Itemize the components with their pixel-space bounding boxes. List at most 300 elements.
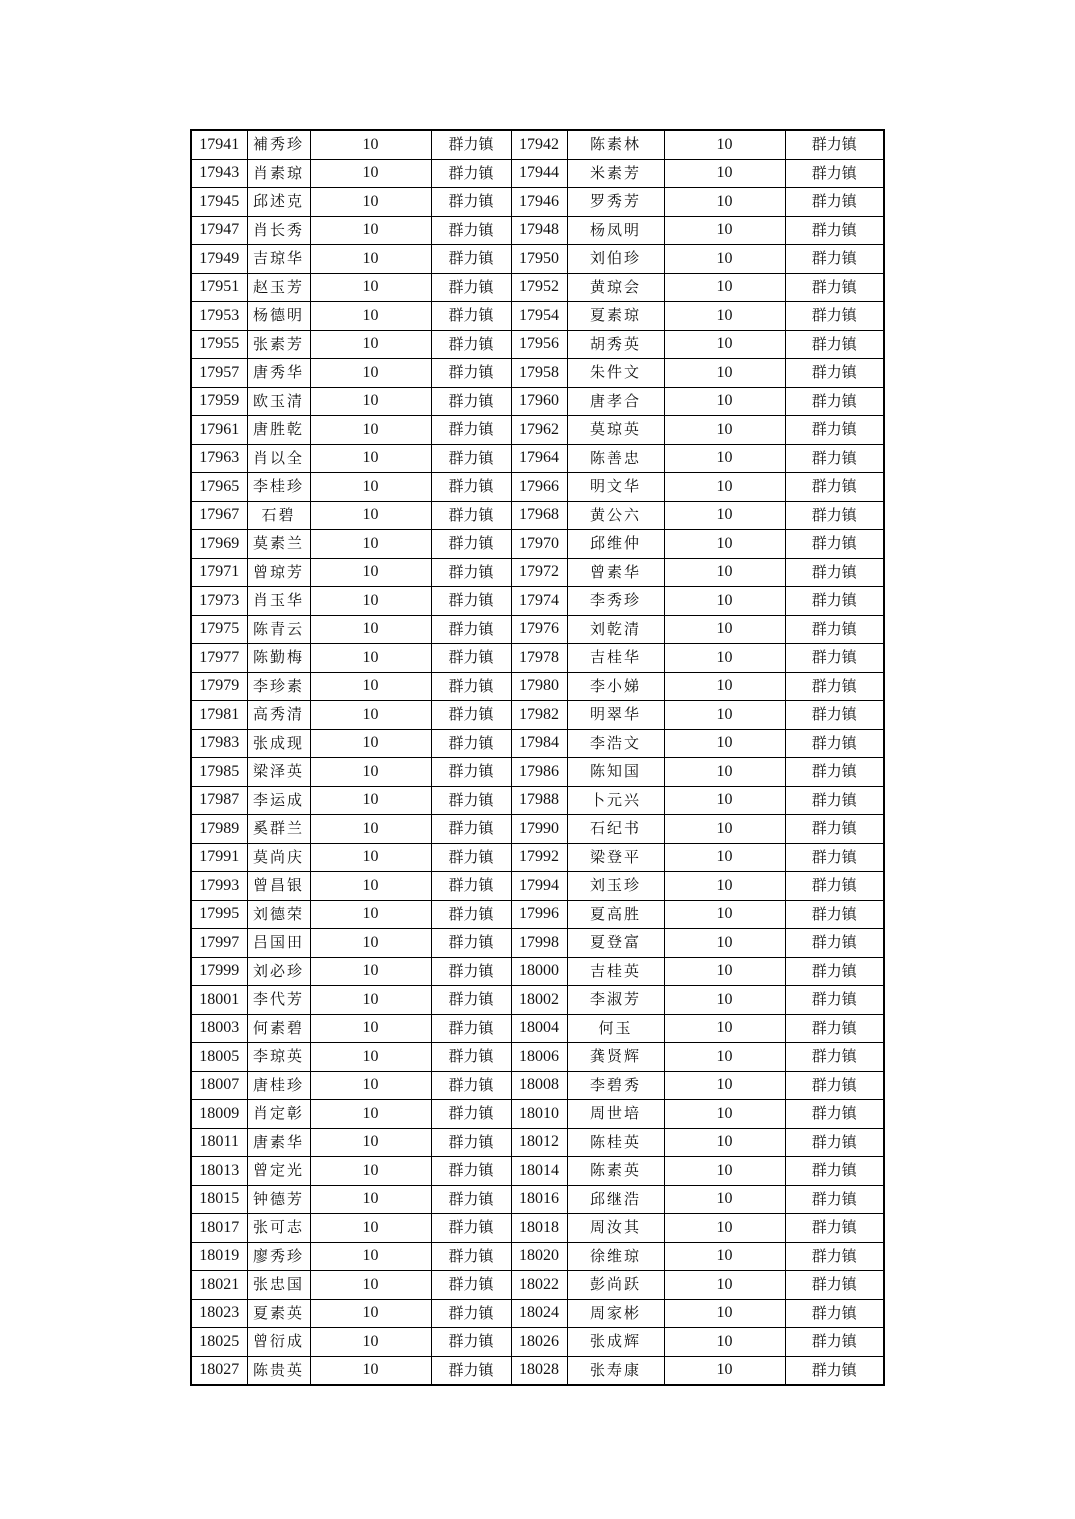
record-id-cell: 17970: [511, 530, 567, 559]
record-id-cell: 17981: [191, 701, 247, 730]
town-name-cell: 群力镇: [785, 1328, 884, 1357]
amount-cell: 10: [310, 273, 431, 302]
town-name-cell: 群力镇: [785, 1128, 884, 1157]
town-name-cell: 群力镇: [785, 444, 884, 473]
record-id-cell: 17990: [511, 815, 567, 844]
record-id-cell: 17973: [191, 587, 247, 616]
table-row: [191, 758, 884, 787]
record-id-cell: 17980: [511, 672, 567, 701]
person-name-cell: 刘德荣: [247, 900, 310, 929]
amount-cell: 10: [310, 188, 431, 217]
amount-cell: 10: [664, 473, 785, 502]
person-name-cell: 杨凤明: [567, 216, 664, 245]
town-name-cell: 群力镇: [431, 587, 511, 616]
table-row: [191, 615, 884, 644]
town-name-cell: 群力镇: [431, 843, 511, 872]
record-id-cell: 17964: [511, 444, 567, 473]
amount-cell: 10: [310, 245, 431, 274]
record-id-cell: 17969: [191, 530, 247, 559]
record-id-cell: 18014: [511, 1157, 567, 1186]
table-row: [191, 957, 884, 986]
record-id-cell: 17992: [511, 843, 567, 872]
record-id-cell: 18028: [511, 1356, 567, 1385]
record-id-cell: 18009: [191, 1100, 247, 1129]
person-name-cell: 奚群兰: [247, 815, 310, 844]
town-name-cell: 群力镇: [785, 1185, 884, 1214]
person-name-cell: 莫素兰: [247, 530, 310, 559]
record-id-cell: 17948: [511, 216, 567, 245]
person-name-cell: 黄琼会: [567, 273, 664, 302]
town-name-cell: 群力镇: [785, 1299, 884, 1328]
record-id-cell: 18005: [191, 1043, 247, 1072]
person-name-cell: 欧玉清: [247, 387, 310, 416]
amount-cell: 10: [664, 1271, 785, 1300]
record-id-cell: 18027: [191, 1356, 247, 1385]
record-id-cell: 18008: [511, 1071, 567, 1100]
town-name-cell: 群力镇: [785, 530, 884, 559]
amount-cell: 10: [310, 615, 431, 644]
record-id-cell: 17960: [511, 387, 567, 416]
amount-cell: 10: [664, 615, 785, 644]
record-id-cell: 18024: [511, 1299, 567, 1328]
table-row: [191, 216, 884, 245]
person-name-cell: 石碧: [247, 501, 310, 530]
town-name-cell: 群力镇: [431, 1043, 511, 1072]
amount-cell: 10: [310, 986, 431, 1015]
record-id-cell: 17945: [191, 188, 247, 217]
town-name-cell: 群力镇: [785, 729, 884, 758]
record-id-cell: 17954: [511, 302, 567, 331]
town-name-cell: 群力镇: [785, 1242, 884, 1271]
table-row: [191, 1014, 884, 1043]
record-id-cell: 18025: [191, 1328, 247, 1357]
record-id-cell: 17959: [191, 387, 247, 416]
town-name-cell: 群力镇: [431, 644, 511, 673]
record-id-cell: 17989: [191, 815, 247, 844]
person-name-cell: 高秀清: [247, 701, 310, 730]
table-row: [191, 359, 884, 388]
town-name-cell: 群力镇: [431, 130, 511, 159]
amount-cell: 10: [310, 1242, 431, 1271]
person-name-cell: 李桂珍: [247, 473, 310, 502]
amount-cell: 10: [664, 159, 785, 188]
person-name-cell: 陈知国: [567, 758, 664, 787]
record-id-cell: 18022: [511, 1271, 567, 1300]
record-id-cell: 17956: [511, 330, 567, 359]
town-name-cell: 群力镇: [785, 587, 884, 616]
table-row: [191, 929, 884, 958]
amount-cell: 10: [664, 273, 785, 302]
town-name-cell: 群力镇: [785, 473, 884, 502]
person-name-cell: 李运成: [247, 786, 310, 815]
amount-cell: 10: [664, 416, 785, 445]
amount-cell: 10: [310, 587, 431, 616]
amount-cell: 10: [310, 444, 431, 473]
person-name-cell: 吉桂华: [567, 644, 664, 673]
person-name-cell: 石纪书: [567, 815, 664, 844]
record-id-cell: 17949: [191, 245, 247, 274]
person-name-cell: 曾昌银: [247, 872, 310, 901]
table-row: [191, 330, 884, 359]
person-name-cell: 张素芳: [247, 330, 310, 359]
town-name-cell: 群力镇: [431, 615, 511, 644]
person-name-cell: 肖定彰: [247, 1100, 310, 1129]
amount-cell: 10: [310, 672, 431, 701]
record-id-cell: 18017: [191, 1214, 247, 1243]
town-name-cell: 群力镇: [785, 872, 884, 901]
town-name-cell: 群力镇: [785, 615, 884, 644]
record-id-cell: 18010: [511, 1100, 567, 1129]
table-row: [191, 1299, 884, 1328]
town-name-cell: 群力镇: [785, 1071, 884, 1100]
amount-cell: 10: [664, 644, 785, 673]
town-name-cell: 群力镇: [785, 302, 884, 331]
town-name-cell: 群力镇: [785, 330, 884, 359]
person-name-cell: 刘伯珍: [567, 245, 664, 274]
table-row: [191, 1100, 884, 1129]
person-name-cell: 朱件文: [567, 359, 664, 388]
person-name-cell: 李珍素: [247, 672, 310, 701]
town-name-cell: 群力镇: [431, 729, 511, 758]
table-row: [191, 387, 884, 416]
record-id-cell: 17991: [191, 843, 247, 872]
town-name-cell: 群力镇: [785, 1157, 884, 1186]
town-name-cell: 群力镇: [431, 359, 511, 388]
table-row: [191, 843, 884, 872]
person-name-cell: 陈勤梅: [247, 644, 310, 673]
amount-cell: 10: [664, 444, 785, 473]
amount-cell: 10: [664, 843, 785, 872]
town-name-cell: 群力镇: [431, 672, 511, 701]
town-name-cell: 群力镇: [785, 843, 884, 872]
person-name-cell: 周世培: [567, 1100, 664, 1129]
town-name-cell: 群力镇: [431, 444, 511, 473]
town-name-cell: 群力镇: [431, 1071, 511, 1100]
town-name-cell: 群力镇: [431, 530, 511, 559]
person-name-cell: 肖玉华: [247, 587, 310, 616]
town-name-cell: 群力镇: [431, 245, 511, 274]
amount-cell: 10: [664, 672, 785, 701]
amount-cell: 10: [664, 1071, 785, 1100]
table-row: [191, 416, 884, 445]
amount-cell: 10: [664, 929, 785, 958]
person-name-cell: 黄公六: [567, 501, 664, 530]
amount-cell: 10: [664, 701, 785, 730]
amount-cell: 10: [310, 1071, 431, 1100]
town-name-cell: 群力镇: [785, 216, 884, 245]
town-name-cell: 群力镇: [785, 245, 884, 274]
person-name-cell: 李碧秀: [567, 1071, 664, 1100]
record-id-cell: 17994: [511, 872, 567, 901]
amount-cell: 10: [310, 387, 431, 416]
town-name-cell: 群力镇: [785, 986, 884, 1015]
person-name-cell: 吕国田: [247, 929, 310, 958]
person-name-cell: 陈桂英: [567, 1128, 664, 1157]
person-name-cell: 周汝其: [567, 1214, 664, 1243]
town-name-cell: 群力镇: [785, 758, 884, 787]
town-name-cell: 群力镇: [431, 957, 511, 986]
person-name-cell: 肖素琼: [247, 159, 310, 188]
amount-cell: 10: [310, 1299, 431, 1328]
person-name-cell: 张忠国: [247, 1271, 310, 1300]
town-name-cell: 群力镇: [431, 159, 511, 188]
amount-cell: 10: [310, 843, 431, 872]
amount-cell: 10: [310, 1043, 431, 1072]
record-id-cell: 17998: [511, 929, 567, 958]
table-row: [191, 900, 884, 929]
town-name-cell: 群力镇: [431, 900, 511, 929]
table-row: [191, 1128, 884, 1157]
record-id-cell: 17984: [511, 729, 567, 758]
record-id-cell: 17995: [191, 900, 247, 929]
record-id-cell: 17986: [511, 758, 567, 787]
table-row: [191, 558, 884, 587]
record-id-cell: 17983: [191, 729, 247, 758]
person-name-cell: 明文华: [567, 473, 664, 502]
town-name-cell: 群力镇: [785, 929, 884, 958]
amount-cell: 10: [310, 558, 431, 587]
amount-cell: 10: [664, 330, 785, 359]
amount-cell: 10: [664, 501, 785, 530]
person-name-cell: 唐孝合: [567, 387, 664, 416]
amount-cell: 10: [664, 216, 785, 245]
person-name-cell: 张成现: [247, 729, 310, 758]
amount-cell: 10: [310, 815, 431, 844]
town-name-cell: 群力镇: [431, 1128, 511, 1157]
record-id-cell: 17963: [191, 444, 247, 473]
amount-cell: 10: [310, 957, 431, 986]
record-id-cell: 17975: [191, 615, 247, 644]
record-id-cell: 17942: [511, 130, 567, 159]
table-row: [191, 1242, 884, 1271]
town-name-cell: 群力镇: [431, 216, 511, 245]
person-name-cell: 徐维琼: [567, 1242, 664, 1271]
table-row: [191, 587, 884, 616]
town-name-cell: 群力镇: [431, 1328, 511, 1357]
person-name-cell: 唐桂珍: [247, 1071, 310, 1100]
town-name-cell: 群力镇: [785, 188, 884, 217]
person-name-cell: 夏高胜: [567, 900, 664, 929]
person-name-cell: 钟德芳: [247, 1185, 310, 1214]
amount-cell: 10: [310, 1185, 431, 1214]
person-name-cell: 米素芳: [567, 159, 664, 188]
town-name-cell: 群力镇: [431, 273, 511, 302]
town-name-cell: 群力镇: [431, 1185, 511, 1214]
town-name-cell: 群力镇: [431, 558, 511, 587]
town-name-cell: 群力镇: [785, 1014, 884, 1043]
record-id-cell: 17993: [191, 872, 247, 901]
town-name-cell: 群力镇: [431, 302, 511, 331]
table-row: [191, 1185, 884, 1214]
town-name-cell: 群力镇: [431, 1157, 511, 1186]
table-row: [191, 273, 884, 302]
amount-cell: 10: [664, 986, 785, 1015]
person-name-cell: 陈青云: [247, 615, 310, 644]
amount-cell: 10: [664, 1128, 785, 1157]
town-name-cell: 群力镇: [431, 986, 511, 1015]
town-name-cell: 群力镇: [785, 815, 884, 844]
person-name-cell: 罗秀芳: [567, 188, 664, 217]
record-id-cell: 17971: [191, 558, 247, 587]
person-name-cell: 曾琼芳: [247, 558, 310, 587]
person-name-cell: 张可志: [247, 1214, 310, 1243]
record-id-cell: 18012: [511, 1128, 567, 1157]
town-name-cell: 群力镇: [785, 558, 884, 587]
amount-cell: 10: [664, 1185, 785, 1214]
person-name-cell: 夏素英: [247, 1299, 310, 1328]
record-id-cell: 17958: [511, 359, 567, 388]
amount-cell: 10: [310, 1128, 431, 1157]
record-id-cell: 17965: [191, 473, 247, 502]
record-id-cell: 17974: [511, 587, 567, 616]
amount-cell: 10: [310, 1157, 431, 1186]
table-row: [191, 644, 884, 673]
town-name-cell: 群力镇: [431, 786, 511, 815]
town-name-cell: 群力镇: [431, 473, 511, 502]
record-id-cell: 17967: [191, 501, 247, 530]
amount-cell: 10: [664, 729, 785, 758]
table-row: [191, 815, 884, 844]
amount-cell: 10: [664, 587, 785, 616]
roster-body: [191, 130, 884, 1385]
person-name-cell: 李浩文: [567, 729, 664, 758]
town-name-cell: 群力镇: [785, 672, 884, 701]
amount-cell: 10: [664, 1100, 785, 1129]
record-id-cell: 17996: [511, 900, 567, 929]
amount-cell: 10: [310, 701, 431, 730]
town-name-cell: 群力镇: [785, 701, 884, 730]
town-name-cell: 群力镇: [785, 644, 884, 673]
record-id-cell: 18020: [511, 1242, 567, 1271]
record-id-cell: 17999: [191, 957, 247, 986]
amount-cell: 10: [664, 530, 785, 559]
table-row: [191, 1157, 884, 1186]
town-name-cell: 群力镇: [785, 273, 884, 302]
record-id-cell: 17985: [191, 758, 247, 787]
town-name-cell: 群力镇: [431, 701, 511, 730]
amount-cell: 10: [664, 1356, 785, 1385]
person-name-cell: 曾定光: [247, 1157, 310, 1186]
person-name-cell: 李秀珍: [567, 587, 664, 616]
person-name-cell: 唐胜乾: [247, 416, 310, 445]
record-id-cell: 18016: [511, 1185, 567, 1214]
record-id-cell: 18003: [191, 1014, 247, 1043]
person-name-cell: 唐素华: [247, 1128, 310, 1157]
person-name-cell: 杨德明: [247, 302, 310, 331]
record-id-cell: 18011: [191, 1128, 247, 1157]
person-name-cell: 補秀珍: [247, 130, 310, 159]
person-name-cell: 梁泽英: [247, 758, 310, 787]
table-row: [191, 245, 884, 274]
record-id-cell: 17988: [511, 786, 567, 815]
town-name-cell: 群力镇: [785, 501, 884, 530]
record-id-cell: 17962: [511, 416, 567, 445]
town-name-cell: 群力镇: [785, 1356, 884, 1385]
record-id-cell: 17968: [511, 501, 567, 530]
amount-cell: 10: [310, 900, 431, 929]
town-name-cell: 群力镇: [431, 416, 511, 445]
record-id-cell: 17955: [191, 330, 247, 359]
person-name-cell: 肖长秀: [247, 216, 310, 245]
amount-cell: 10: [310, 644, 431, 673]
person-name-cell: 陈素英: [567, 1157, 664, 1186]
record-id-cell: 17941: [191, 130, 247, 159]
amount-cell: 10: [664, 957, 785, 986]
person-name-cell: 张成辉: [567, 1328, 664, 1357]
town-name-cell: 群力镇: [785, 900, 884, 929]
town-name-cell: 群力镇: [785, 359, 884, 388]
record-id-cell: 18026: [511, 1328, 567, 1357]
amount-cell: 10: [664, 872, 785, 901]
amount-cell: 10: [310, 473, 431, 502]
person-name-cell: 陈善忠: [567, 444, 664, 473]
town-name-cell: 群力镇: [431, 1014, 511, 1043]
amount-cell: 10: [310, 501, 431, 530]
person-name-cell: 莫琼英: [567, 416, 664, 445]
town-name-cell: 群力镇: [431, 872, 511, 901]
record-id-cell: 17979: [191, 672, 247, 701]
record-id-cell: 18001: [191, 986, 247, 1015]
person-name-cell: 龚贤辉: [567, 1043, 664, 1072]
amount-cell: 10: [310, 159, 431, 188]
person-name-cell: 胡秀英: [567, 330, 664, 359]
person-name-cell: 梁登平: [567, 843, 664, 872]
record-id-cell: 17987: [191, 786, 247, 815]
amount-cell: 10: [664, 1043, 785, 1072]
record-id-cell: 17972: [511, 558, 567, 587]
town-name-cell: 群力镇: [431, 330, 511, 359]
record-id-cell: 17951: [191, 273, 247, 302]
person-name-cell: 李小娣: [567, 672, 664, 701]
amount-cell: 10: [664, 1242, 785, 1271]
town-name-cell: 群力镇: [431, 1271, 511, 1300]
amount-cell: 10: [310, 729, 431, 758]
amount-cell: 10: [664, 1214, 785, 1243]
record-id-cell: 17950: [511, 245, 567, 274]
person-name-cell: 吉桂英: [567, 957, 664, 986]
town-name-cell: 群力镇: [431, 1242, 511, 1271]
person-name-cell: 赵玉芳: [247, 273, 310, 302]
town-name-cell: 群力镇: [785, 1214, 884, 1243]
amount-cell: 10: [310, 416, 431, 445]
person-name-cell: 刘乾清: [567, 615, 664, 644]
person-name-cell: 明翠华: [567, 701, 664, 730]
person-name-cell: 唐秀华: [247, 359, 310, 388]
record-id-cell: 18023: [191, 1299, 247, 1328]
person-name-cell: 何素碧: [247, 1014, 310, 1043]
person-name-cell: 夏登富: [567, 929, 664, 958]
amount-cell: 10: [310, 530, 431, 559]
record-id-cell: 17966: [511, 473, 567, 502]
table-row: [191, 501, 884, 530]
person-name-cell: 邱继浩: [567, 1185, 664, 1214]
amount-cell: 10: [310, 359, 431, 388]
record-id-cell: 17976: [511, 615, 567, 644]
table-row: [191, 1328, 884, 1357]
table-row: [191, 1071, 884, 1100]
table-row: [191, 872, 884, 901]
amount-cell: 10: [310, 1328, 431, 1357]
amount-cell: 10: [310, 1214, 431, 1243]
table-row: [191, 729, 884, 758]
person-name-cell: 何玉: [567, 1014, 664, 1043]
record-id-cell: 17961: [191, 416, 247, 445]
table-row: [191, 986, 884, 1015]
amount-cell: 10: [664, 245, 785, 274]
record-id-cell: 18018: [511, 1214, 567, 1243]
table-row: [191, 786, 884, 815]
person-name-cell: 陈素林: [567, 130, 664, 159]
